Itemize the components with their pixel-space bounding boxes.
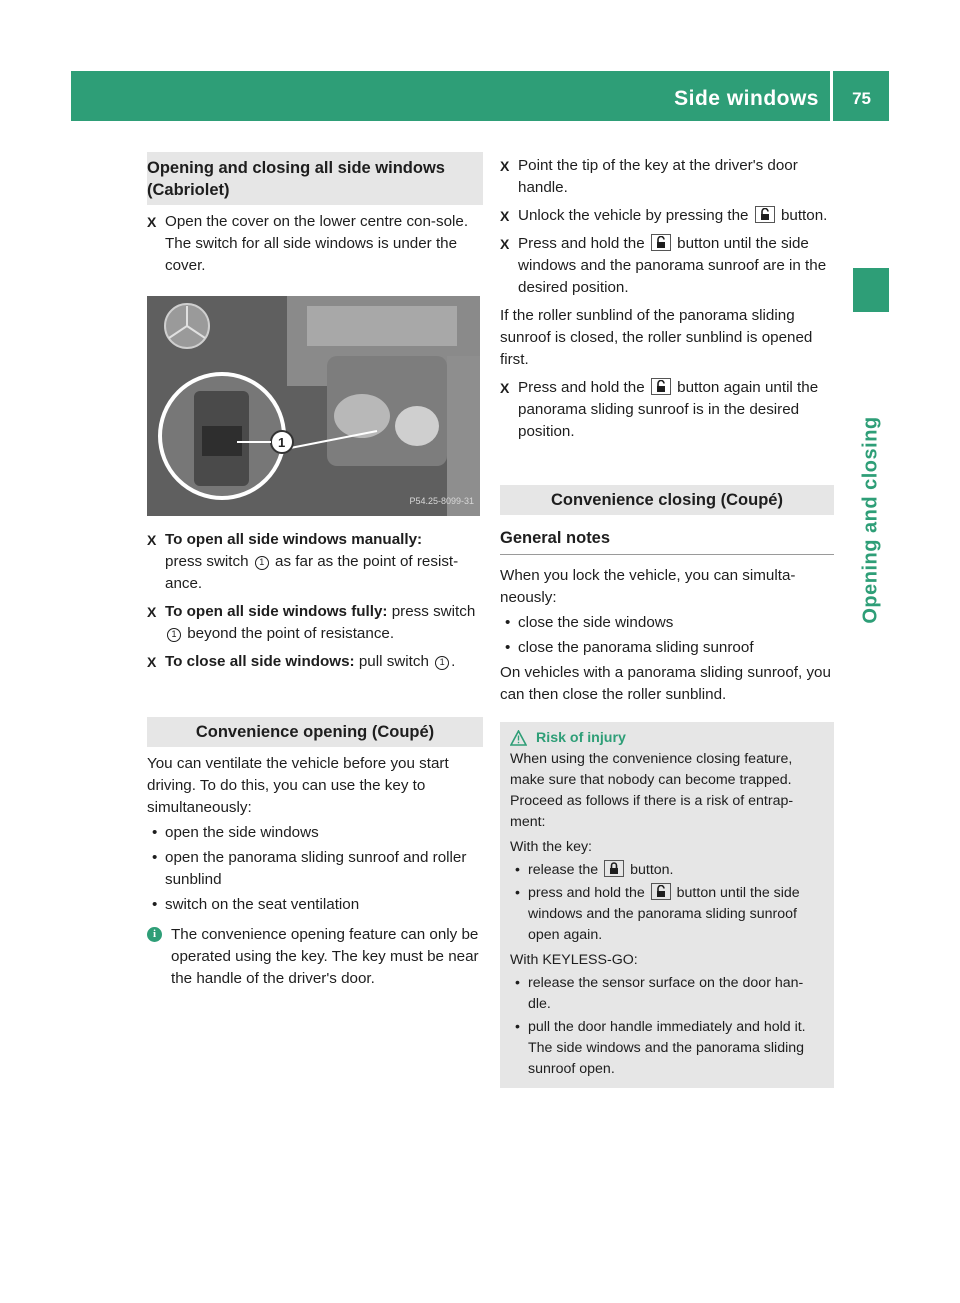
list-item: • pull the door handle immediately and hold it. The side windows and the panorama sliding sunroof open. (515, 1019, 806, 1077)
callout-1-icon: 1 (435, 656, 449, 670)
arrow-marker-icon: X (147, 532, 157, 548)
warning-triangle-icon (510, 730, 527, 746)
right-column (500, 151, 834, 1088)
unlock-icon (651, 378, 671, 395)
callout-1-icon: 1 (255, 556, 269, 570)
photo-code: P54.25-8099-31 (409, 496, 474, 506)
console-switch-photo (147, 296, 480, 516)
step-press-hold: X Press and hold the button until the side windows and the panorama sunroof are in the desired position. (500, 235, 827, 296)
unlock-icon (651, 234, 671, 251)
list-item: • open the side windows (152, 824, 319, 841)
page-title: Side windows (674, 87, 819, 110)
list-item: • release the button. (515, 862, 674, 878)
arrow-marker-icon: X (147, 214, 157, 230)
unlock-icon (755, 206, 775, 223)
chapter-label: Opening and closing (859, 416, 882, 624)
list-item: • press and hold the button until the side windows and the panorama sliding sunroof open again. (515, 885, 800, 943)
step-open-fully: X To open all side windows fully: press switch 1 beyond the point of resistance. (147, 603, 476, 642)
warning-title: Risk of injury (510, 728, 826, 749)
arrow-marker-icon: X (500, 236, 510, 252)
warning-text: When using the convenience closing feature, make sure that nobody can become trapped. Proceed as follows if there is a risk of entrap-ment: (510, 751, 794, 830)
roller-sunblind-close-note: On vehicles with a panorama sliding sunroof, you can then close the roller sunblind. (500, 664, 831, 703)
info-icon: i (147, 927, 162, 942)
step-unlock: X Unlock the vehicle by pressing the button. (500, 205, 834, 227)
convenience-closing-intro: When you lock the vehicle, you can simulta-neously: (500, 567, 796, 606)
unlock-icon (651, 883, 671, 900)
header-divider (830, 71, 833, 121)
convenience-opening-intro: You can ventilate the vehicle before you start driving. To do this, you can use the key to simultaneously: (147, 755, 449, 816)
arrow-marker-icon: X (500, 380, 510, 396)
arrow-marker-icon: X (500, 208, 510, 224)
subheading-general-notes: General notes (500, 527, 834, 555)
photo-callout-number: 1 (278, 435, 286, 450)
console-switch-illustration (147, 296, 480, 516)
info-note: i The convenience opening feature can only be operated using the key. The key must be near the handle of the driver's door. (147, 924, 483, 990)
step-press-hold-again: X Press and hold the button again until the panorama sliding sunroof is in the desired position. (500, 379, 819, 440)
page-number: 75 (852, 89, 871, 108)
with-key-label: With the key: (510, 839, 593, 855)
list-item: • release the sensor surface on the door han-dle. (515, 975, 804, 1012)
section-heading-opening-closing: Opening and closing all side windows (Cabriolet) (147, 152, 483, 205)
step-close-all: X To close all side windows: pull switch 1 . (147, 651, 483, 673)
list-item: • switch on the seat ventilation (152, 896, 360, 913)
callout-1-icon: 1 (167, 628, 181, 642)
left-column (147, 152, 483, 990)
step-point-key: X Point the tip of the key at the driver's door handle. (500, 157, 798, 196)
lock-icon (604, 860, 624, 877)
section-heading-convenience-opening: Convenience opening (Coupé) (147, 717, 483, 747)
with-keyless-label: With KEYLESS-GO: (510, 952, 638, 968)
warning-box (500, 722, 834, 1088)
arrow-marker-icon: X (147, 654, 157, 670)
list-item: • open the panorama sliding sunroof and roller sunblind (152, 849, 467, 888)
header-bar (71, 71, 889, 121)
list-item: • close the side windows (505, 614, 674, 631)
arrow-marker-icon: X (147, 604, 157, 620)
arrow-marker-icon: X (500, 158, 510, 174)
list-item: • close the panorama sliding sunroof (505, 639, 754, 656)
step-open-cover: X Open the cover on the lower centre con-sole. The switch for all side windows is under the cover. (147, 213, 469, 274)
roller-sunblind-note: If the roller sunblind of the panorama sliding sunroof is closed, the roller sunblind is opened first. (500, 307, 813, 368)
step-open-manually: X To open all side windows manually: press switch 1 as far as the point of resist-ance. (147, 531, 459, 592)
chapter-tab-marker (853, 268, 889, 312)
section-heading-convenience-closing: Convenience closing (Coupé) (500, 485, 834, 515)
